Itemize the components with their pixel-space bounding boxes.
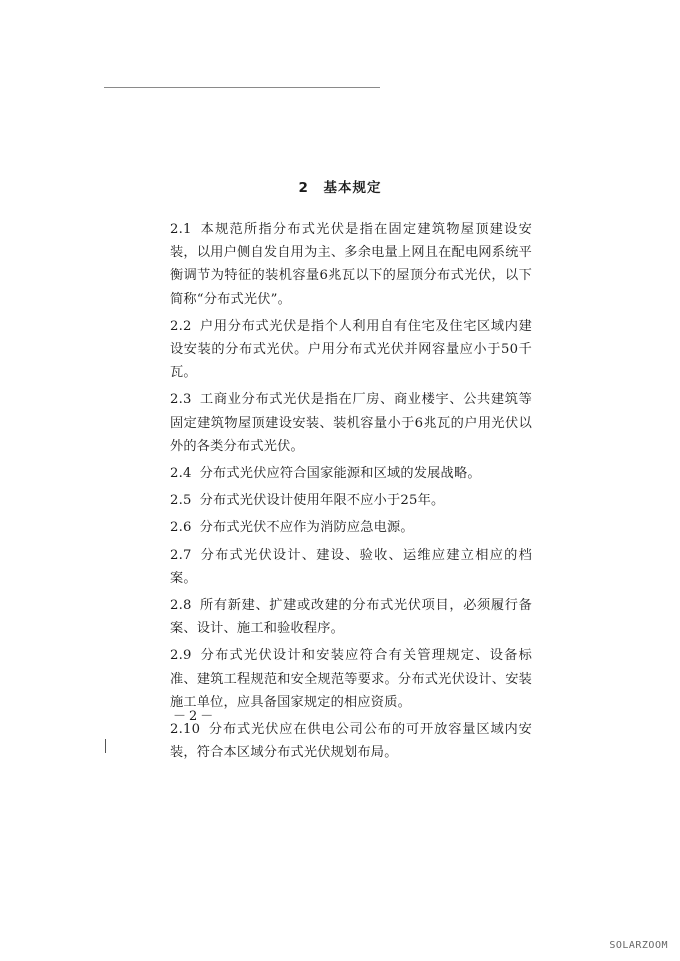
clause-number: 2.1 bbox=[170, 222, 192, 237]
header-rule bbox=[104, 87, 380, 88]
clause-2-8 bbox=[170, 594, 532, 640]
clause-number: 2.9 bbox=[170, 648, 192, 664]
clause-2-3 bbox=[170, 388, 532, 458]
clause-2-5 bbox=[170, 489, 532, 512]
page-number: －2－ bbox=[173, 709, 217, 724]
clause-text: 分布式光伏不应作为消防应急电源。 bbox=[199, 520, 414, 536]
clause-text: 所有新建、扩建或改建的分布式光伏项目，必须履行备案、设计、施工和验收程序。 bbox=[170, 598, 532, 637]
clause-2-9 bbox=[170, 644, 532, 714]
clause-number: 2.7 bbox=[170, 547, 192, 563]
clause-2-1 bbox=[170, 218, 532, 311]
clause-2-2 bbox=[170, 315, 532, 385]
clause-2-7 bbox=[170, 544, 532, 590]
clause-text: 分布式光伏应符合国家能源和区域的发展战略。 bbox=[199, 466, 481, 482]
clause-number: 2.5 bbox=[170, 493, 192, 509]
clause-list bbox=[170, 218, 532, 768]
watermark: SOLARZOOM bbox=[609, 940, 668, 951]
clause-number: 2.4 bbox=[170, 466, 192, 482]
clause-text: 工商业分布式光伏是指在厂房、商业楼宇、公共建筑等固定建筑物屋顶建设安装、装机容量小于6兆瓦的户用光伏以外的各类分布式光伏。 bbox=[170, 392, 532, 454]
clause-text: 户用分布式光伏是指个人利用自有住宅及住宅区域内建设安装的分布式光伏。户用分布式光伏并网容量应小于50千瓦。 bbox=[170, 318, 532, 381]
clause-number: 2.10 bbox=[170, 722, 201, 738]
clause-2-4 bbox=[170, 462, 532, 485]
clause-text: 分布式光伏设计使用年限不应小于25年。 bbox=[199, 493, 445, 509]
clause-text: 分布式光伏设计和安装应符合有关管理规定、设备标准、建筑工程规范和安全规范等要求。分布式光伏设计、安装施工单位，应具备国家规定的相应资质。 bbox=[170, 648, 532, 710]
clause-2-6 bbox=[170, 516, 532, 539]
clause-text: 本规范所指分布式光伏是指在固定建筑物屋顶建设安装，以用户侧自发自用为主、多余电量上网且在配电网系统平衡调节为特征的装机容量6兆瓦以下的屋顶分布式光伏，以下简称“分布式光伏”。 bbox=[170, 222, 532, 307]
scan-edge-mark bbox=[105, 739, 106, 753]
clause-number: 2.6 bbox=[170, 520, 192, 536]
section-title: 2 基本规定 bbox=[298, 180, 382, 196]
clause-2-10 bbox=[170, 718, 532, 764]
clause-number: 2.8 bbox=[170, 598, 192, 614]
clause-number: 2.3 bbox=[170, 392, 192, 408]
clause-text: 分布式光伏应在供电公司公布的可开放容量区域内安装，符合本区域分布式光伏规划布局。 bbox=[170, 722, 532, 761]
clause-number: 2.2 bbox=[170, 318, 192, 334]
clause-text: 分布式光伏设计、建设、验收、运维应建立相应的档案。 bbox=[170, 547, 532, 586]
